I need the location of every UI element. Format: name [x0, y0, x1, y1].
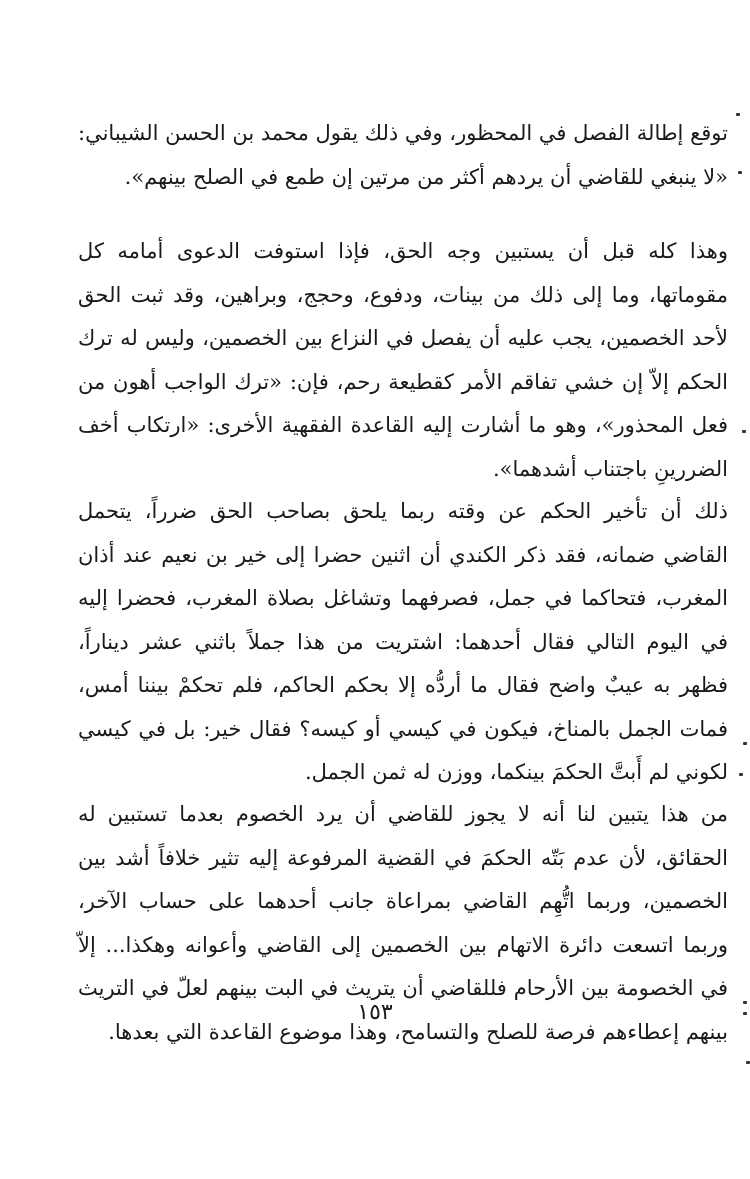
paragraph-4: من هذا يتبين لنا أنه لا يجوز للقاضي أن يرد الخصوم بعدما تستبين له الحقائق، لأن عدم بَتّه الحكمَ في القضية المرفوعة إليه تثير خلافاً أشد بين الخصمين، وربما اتُّهِم القاضي بمراعاة جانب أحدهما على حساب الآخر، وربما اتسعت دائرة الاتهام بين الخصمين إلى القاضي وأعوانه وهكذا... إلاّ في الخصومة بين الأرحام فللقاضي أن يتريث في البت بينهم لعلّ في التريث بينهم إعطاءهم فرصة للصلح والتسامح، وهذا موضوع القاعدة التي بعدها.: [78, 802, 728, 1044]
scan-speck: [746, 1061, 750, 1064]
scan-speck: [743, 742, 747, 745]
scan-speck: [738, 171, 742, 174]
scan-speck: [743, 1001, 747, 1004]
scan-speck: [739, 773, 743, 776]
paragraph-2: وهذا كله قبل أن يستبين وجه الحق، فإذا استوفت الدعوى أمامه كل مقوماتها، وما إلى ذلك من بينات، ودفوع، وحجج، وبراهين، وقد ثبت الحق لأحد الخصمين، يجب عليه أن يفصل في النزاع بين الخصمين، وليس له ترك الحكم إلاّ إن خشي تفاقم الأمر كقطيعة رحم، فإن: «ترك الواجب أهون من فعل المحذور»، وهو ما أشارت إليه القاعدة الفقهية الأخرى: «ارتكاب أخف الضررينِ باجتناب أشدهما».: [78, 239, 728, 481]
scan-speck: [742, 430, 746, 433]
scan-speck: [743, 1012, 747, 1015]
scan-speck: [736, 113, 740, 116]
paragraph-1: توقع إطالة الفصل في المحظور، وفي ذلك يقول محمد بن الحسن الشيباني: «لا ينبغي للقاضي أن يردهم أكثر من مرتين إن طمع في الصلح بينهم».: [78, 121, 728, 189]
page-number: ١٥٣: [357, 1000, 393, 1025]
paragraph-3: ذلك أن تأخير الحكم عن وقته ربما يلحق بصاحب الحق ضرراً، يتحمل القاضي ضمانه، فقد ذكر الكندي أن اثنين حضرا إلى خير بن نعيم عند أذان المغرب، فتحاكما في جمل، فصرفهما وتشاغل بصلاة المغرب، فحضرا إليه في اليوم التالي فقال أحدهما: اشتريت من هذا جملاً باثني عشر ديناراً، فظهر به عيبٌ واضح فقال ما أردُّه إلا بحكم الحاكم، فلم تحكمْ بيننا أمس، فمات الجمل بالمناخ، فيكون في كيسي أو كيسه؟ فقال خير: بل في كيسي لكوني لم أَبتَّ الحكمَ بينكما، ووزن له ثمن الجمل.: [78, 499, 728, 784]
